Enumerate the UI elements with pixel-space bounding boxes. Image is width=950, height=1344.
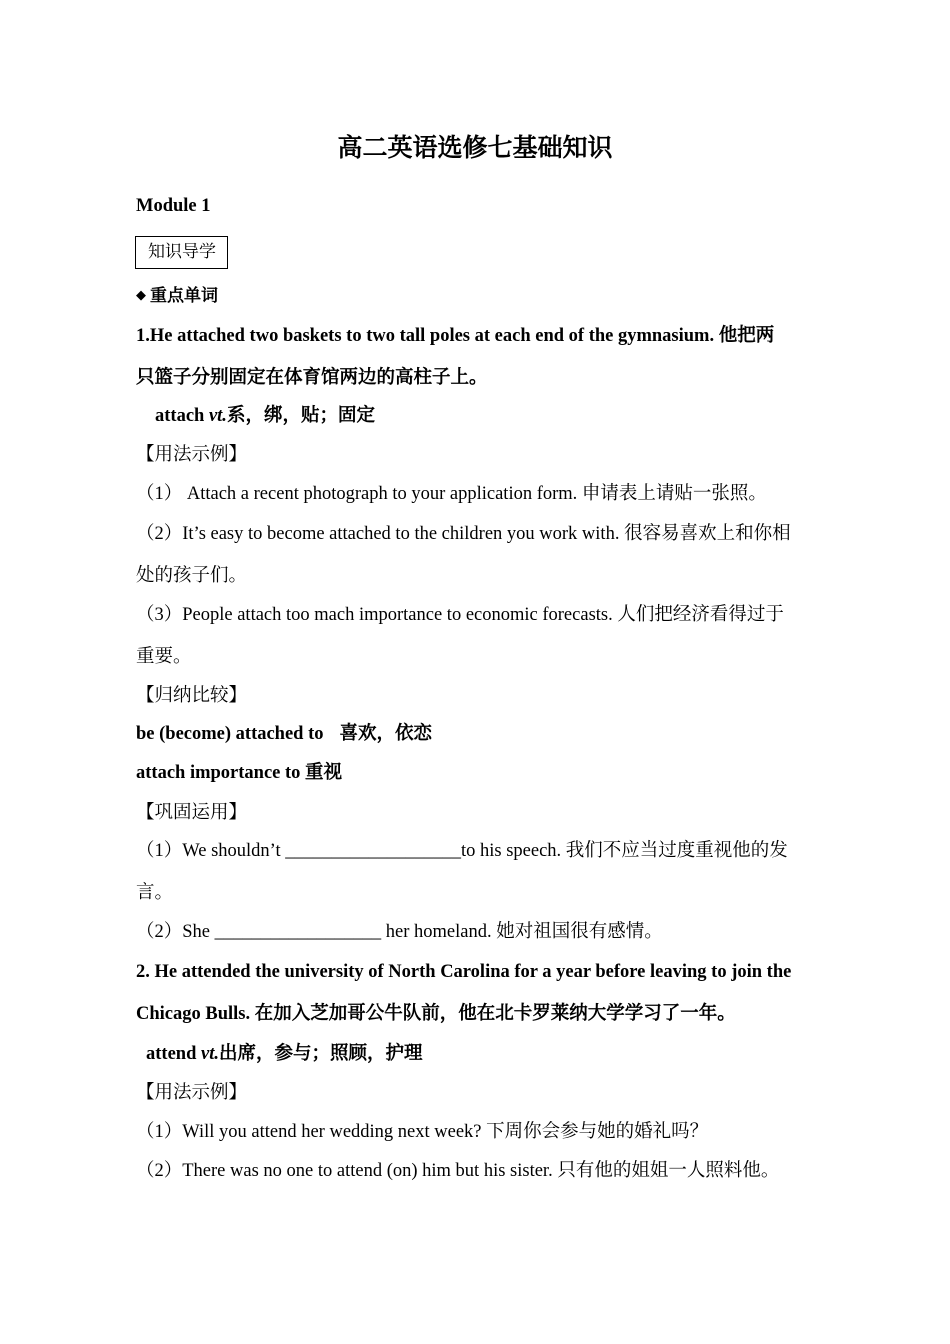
item1-phrase-1-meaning: 喜欢，依恋 (339, 724, 433, 744)
item1-practice-heading: 【巩固运用】 (136, 803, 248, 823)
item2-word-entry (146, 1042, 423, 1066)
item1-example-2-line1: （2）It’s easy to become attached to the children you work with. 很容易喜欢上和你相 (136, 524, 791, 544)
item1-example-3-line2: 重要。 (136, 647, 192, 667)
item2-example-2: （2）There was no one to attend (on) him but his sister. 只有他的姐姐一人照料他。 (136, 1161, 780, 1181)
item1-example-2-line2: 处的孩子们。 (136, 566, 248, 586)
item1-phrase-1-text: be (become) attached to (136, 724, 324, 744)
item1-summary-heading: 【归纳比较】 (136, 686, 248, 706)
item1-phrase-1 (136, 722, 432, 746)
item1-pos: vt. (208, 406, 227, 426)
item1-word: attach (155, 406, 209, 426)
key-words-heading (136, 284, 218, 310)
item1-example-1: （1） Attach a recent photograph to your application form. 申请表上请贴一张照。 (136, 484, 767, 504)
item1-meaning: 系，绑，贴；固定 (226, 406, 375, 426)
section-box-label: 知识导学 (135, 236, 228, 269)
item2-sentence-line2: Chicago Bulls. 在加入芝加哥公牛队前，他在北卡罗莱纳大学学习了一年。 (136, 1004, 736, 1024)
page-title: 高二英语选修七基础知识 (337, 135, 613, 162)
item1-practice-1-line2: 言。 (136, 883, 174, 903)
item1-word-entry (155, 404, 375, 428)
item2-pos: vt. (201, 1044, 219, 1064)
item2-example-1: （1）Will you attend her wedding next week? 下周你会参与她的婚礼吗？ (136, 1122, 709, 1142)
diamond-bullet-icon: ◆ (136, 288, 146, 303)
item1-practice-1-line1: （1）We shouldn’t ___________________to his speech. 我们不应当过度重视他的发 (136, 841, 788, 861)
item1-sentence-line1: 1.He attached two baskets to two tall poles at each end of the gymnasium. 他把两 (136, 326, 775, 346)
item1-usage-heading: 【用法示例】 (136, 445, 248, 465)
item2-sentence-line1: 2. He attended the university of North Carolina for a year before leaving to join the (136, 962, 792, 982)
key-words-label: 重点单词 (150, 286, 218, 306)
item2-usage-heading: 【用法示例】 (136, 1083, 248, 1103)
item2-meaning: 出席，参与；照顾，护理 (218, 1044, 423, 1064)
item1-practice-2: （2）She __________________ her homeland. 她对祖国很有感情。 (136, 922, 663, 942)
item1-example-3-line1: （3）People attach too mach importance to economic forecasts. 人们把经济看得过于 (136, 605, 784, 625)
item2-word: attend (146, 1044, 201, 1064)
module-heading: Module 1 (136, 196, 211, 216)
item1-phrase-2: attach importance to 重视 (136, 763, 343, 783)
item1-sentence-line2: 只篮子分别固定在体育馆两边的高柱子上。 (136, 368, 488, 388)
